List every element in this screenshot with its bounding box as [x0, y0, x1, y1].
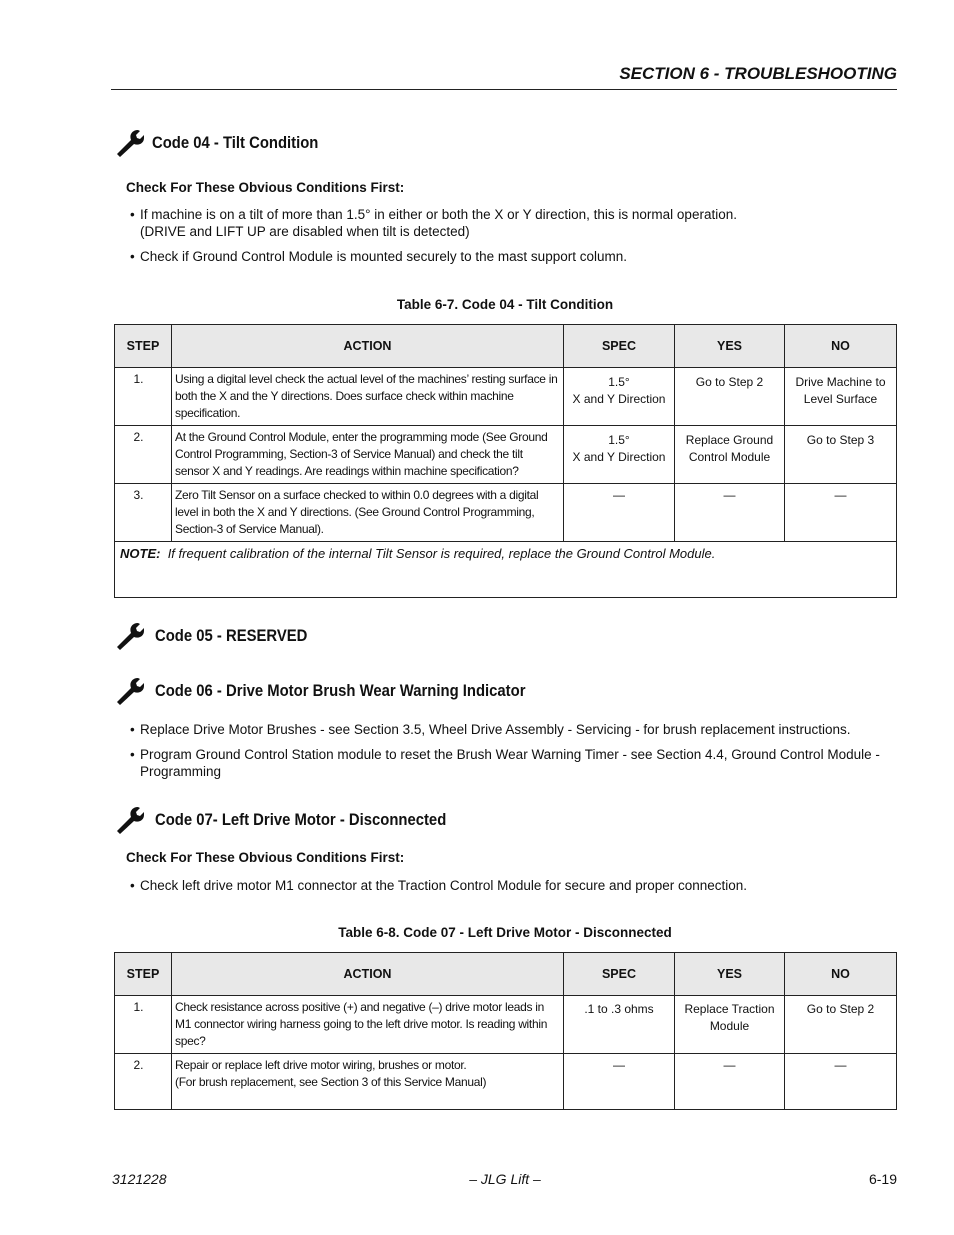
action-cell: Check resistance across positive (+) and negative (–) drive motor leads in M1 connector wiring harness going to the left drive motor. Is reading within spec? — [172, 996, 564, 1054]
step-cell: 2. — [115, 426, 172, 484]
code04-title: Code 04 - Tilt Condition — [152, 133, 319, 152]
action-cell: Zero Tilt Sensor on a surface checked to within 0.0 degrees with a digital level in both the X and Y directions. (See Ground Control Programming, Section-3 of Service Manual). — [172, 484, 564, 542]
yes-cell: Go to Step 2 — [675, 368, 785, 426]
bullet-dot: • — [130, 249, 135, 264]
spec-cell: 1.5° X and Y Direction — [564, 426, 675, 484]
spec-cell: — — [564, 1054, 675, 1110]
table-row — [115, 996, 897, 1054]
code07-heading — [115, 806, 479, 834]
no-cell: Drive Machine to Level Surface — [785, 368, 897, 426]
col-step: STEP — [115, 325, 172, 368]
table-row — [115, 484, 897, 542]
code06-heading — [115, 677, 567, 705]
note-text: If frequent calibration of the internal Tilt Sensor is required, replace the Ground Control Module. — [167, 546, 716, 561]
code06-title: Code 06 - Drive Motor Brush Wear Warning Indicator — [155, 681, 526, 700]
table-row — [115, 368, 897, 426]
note-cell — [115, 542, 897, 598]
step-cell: 3. — [115, 484, 172, 542]
header-divider — [111, 89, 897, 90]
col-yes: YES — [675, 953, 785, 996]
code04-bullet-1 — [130, 206, 900, 240]
yes-cell: — — [675, 484, 785, 542]
no-cell: — — [785, 1054, 897, 1110]
code04-check-heading: Check For These Obvious Conditions First: — [126, 180, 405, 195]
action-cell: At the Ground Control Module, enter the programming mode (See Ground Control Programming, Section-3 of Service Manual) and check the tilt sensor X and Y readings. Are readings within machine specification? — [172, 426, 564, 484]
yes-cell: Replace Traction Module — [675, 996, 785, 1054]
code07-bullet-1 — [130, 877, 900, 894]
table-row — [115, 426, 897, 484]
bullet-text: Program Ground Control Station module to reset the Brush Wear Warning Timer - see Section 4.4, Ground Control Module - Programming — [140, 747, 880, 779]
bullet-dot: • — [130, 722, 135, 737]
footer-doc-number: 3121228 — [112, 1171, 167, 1187]
action-cell: Repair or replace left drive motor wiring, brushes or motor. (For brush replacement, see Section 3 of this Service Manual) — [172, 1054, 564, 1110]
spec-cell: — — [564, 484, 675, 542]
no-cell: Go to Step 2 — [785, 996, 897, 1054]
footer-center: – JLG Lift – — [469, 1171, 541, 1187]
code07-check-heading: Check For These Obvious Conditions First: — [126, 850, 405, 865]
bullet-dot: • — [130, 207, 135, 222]
wrench-icon — [115, 677, 145, 705]
code07-table — [114, 952, 897, 1110]
code06-bullet-1 — [130, 721, 900, 738]
code04-table — [114, 324, 897, 598]
yes-cell: — — [675, 1054, 785, 1110]
wrench-icon — [115, 806, 145, 834]
footer-page-number: 6-19 — [868, 1171, 897, 1187]
bullet-text: If machine is on a tilt of more than 1.5° in either or both the X or Y direction, this is normal operation. — [140, 207, 737, 222]
step-cell: 1. — [115, 996, 172, 1054]
section-header: SECTION 6 - TROUBLESHOOTING — [619, 64, 897, 83]
code04-bullet-2 — [130, 248, 900, 265]
spec-cell: 1.5° X and Y Direction — [564, 368, 675, 426]
col-spec: SPEC — [564, 953, 675, 996]
col-action: ACTION — [172, 325, 564, 368]
step-cell: 1. — [115, 368, 172, 426]
col-no: NO — [785, 953, 897, 996]
col-spec: SPEC — [564, 325, 675, 368]
bullet-text-continued: (DRIVE and LIFT UP are disabled when tilt is detected) — [140, 224, 470, 239]
wrench-icon — [115, 622, 145, 650]
note-row — [115, 542, 897, 598]
step-cell: 2. — [115, 1054, 172, 1110]
note-label: NOTE: — [120, 546, 161, 561]
code04-heading — [115, 129, 337, 157]
table-header-row — [115, 953, 897, 996]
bullet-text: Replace Drive Motor Brushes - see Section 3.5, Wheel Drive Assembly - Servicing - for brush replacement instructions. — [140, 722, 851, 737]
no-cell: Go to Step 3 — [785, 426, 897, 484]
yes-cell: Replace Ground Control Module — [675, 426, 785, 484]
table-row — [115, 1054, 897, 1110]
col-no: NO — [785, 325, 897, 368]
bullet-dot: • — [130, 747, 135, 762]
col-yes: YES — [675, 325, 785, 368]
code06-bullet-2 — [130, 746, 898, 780]
spec-cell: .1 to .3 ohms — [564, 996, 675, 1054]
col-step: STEP — [115, 953, 172, 996]
code07-title: Code 07- Left Drive Motor - Disconnected — [155, 810, 447, 829]
bullet-text: Check left drive motor M1 connector at the Traction Control Module for secure and proper connection. — [140, 878, 748, 893]
table-6-7-caption: Table 6-7. Code 04 - Tilt Condition — [396, 297, 614, 312]
bullet-dot: • — [130, 878, 135, 893]
col-action: ACTION — [172, 953, 564, 996]
code05-heading — [115, 622, 324, 650]
action-cell: Using a digital level check the actual level of the machines’ resting surface in both the X and the Y directions. Does surface check within machine specification. — [172, 368, 564, 426]
no-cell: — — [785, 484, 897, 542]
table-header-row — [115, 325, 897, 368]
bullet-text: Check if Ground Control Module is mounted securely to the mast support column. — [140, 249, 627, 264]
wrench-icon — [115, 129, 145, 157]
table-6-8-caption: Table 6-8. Code 07 - Left Drive Motor - Disconnected — [338, 925, 672, 940]
code05-title: Code 05 - RESERVED — [155, 626, 308, 645]
